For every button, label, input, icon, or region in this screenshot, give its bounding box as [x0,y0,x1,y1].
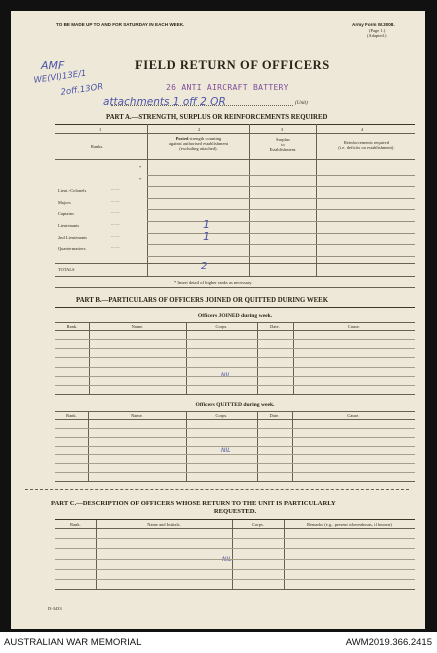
page-title: FIELD RETURN OF OFFICERS [135,58,330,72]
leader-dots: ... ... [111,210,120,216]
joined-col-header: Rank. [66,324,78,329]
footer-bar [0,632,437,653]
document-page [11,11,425,629]
quitted-col-header: Name. [131,413,143,418]
footer-institution: AUSTRALIAN WAR MEMORIAL [4,637,142,648]
col-number-1: 1 [99,127,102,132]
totals-label: TOTALS [58,267,75,272]
part-c-col-header: Remarks (e.g., present whereabouts, if known) [307,522,392,527]
col-header-posted: Posted strength counting [175,136,222,141]
rank-label: Quartermasters [58,246,86,252]
part-c-col-header: Corps. [252,522,264,527]
handwritten-note-we: WE(VI)13E/1 [33,68,88,86]
quitted-col-header: Cause. [347,413,360,418]
part-a-footnote: * Insert detail of higher ranks as necessary. [174,280,253,285]
form-id: Army Form W.3008. [352,22,395,27]
posted-value: 1 [203,229,210,243]
joined-col-header: Date. [270,324,280,329]
col-number-4: 4 [361,127,364,132]
joined-col-header: Cause. [347,324,361,329]
joined-title: Officers JOINED during week. [197,313,273,319]
header-instruction: TO BE MADE UP TO AND FOR SATURDAY IN EACH WEEK. [56,22,185,27]
part-a-title: PART A.—STRENGTH, SURPLUS OR REINFORCEMENTS REQUIRED [106,114,328,121]
unit-label: (Unit) [295,100,308,106]
part-c-entry: NIL. [222,556,234,563]
unit-stamp: 26 ANTI AIRCRAFT BATTERY [166,83,289,92]
joined-entry: NIL [221,372,231,379]
leader-dots: ... ... [111,198,120,204]
rank-label: Lieutenants [58,223,80,228]
col-header-posted-3: (excluding attached). [179,146,218,151]
col-header-surplus-3: Establishment. [269,147,297,152]
rank-label: * [139,176,142,182]
quitted-col-header: Date. [269,413,280,418]
joined-col-header: Corps. [215,324,228,329]
rank-label: 2nd Lieutenants [58,234,88,240]
leader-dots: ... ... [111,222,120,227]
posted-value: 1 [203,218,210,231]
part-c-title-2: REQUESTED. [213,508,257,515]
handwritten-attachments: attachments 1 off 2 OR [103,96,226,108]
col-header-posted-2: against authorised establishment [168,141,229,146]
part-c-col-header: Name and Initials. [147,522,181,527]
col-number-2: 2 [198,127,201,132]
rank-label: Majors [58,199,71,205]
col-header-surplus: Surplus [276,137,290,142]
quitted-entry: NIL [221,447,231,454]
footer-accession-number: AWM2019.366.2415 [345,637,432,648]
leader-dots: ... ... [111,233,120,239]
col-header-reinforcements-2: (i.e. deficits on establishment). [338,145,395,150]
handwritten-note-count: 2off.13OR [60,82,104,98]
form-page: (Page 1.) [369,28,386,33]
total-posted: 2 [201,261,208,272]
quitted-title: Officers QUITTED during week. [195,402,275,408]
quitted-col-header: Rank. [66,413,77,418]
leader-dots: ... ... [111,245,120,251]
leader-dots: ... ... [111,187,120,193]
col-number-3: 3 [281,127,284,132]
form-code: D-3433 [48,606,62,611]
rank-label: Captains [58,211,74,217]
col-header-reinforcements: Reinforcements required [344,140,389,145]
col-header-surplus-2: to [281,142,285,147]
rank-label: * [139,165,142,170]
form-adapted: (Adapted.) [367,33,387,38]
part-b-title: PART B.—PARTICULARS OF OFFICERS JOINED OR QUITTED DURING WEEK [76,297,328,304]
joined-col-header: Name. [131,324,144,329]
rank-label: Lieut.-Colonels [58,188,87,194]
col-header-ranks: Ranks. [91,144,104,149]
part-c-col-header: Rank. [70,522,81,527]
quitted-col-header: Corps. [215,413,228,418]
handwritten-note-amf: AMF [41,59,65,72]
part-c-title: PART C.—DESCRIPTION OF OFFICERS WHOSE RETURN TO THE UNIT IS PARTICULARLY [51,500,336,507]
